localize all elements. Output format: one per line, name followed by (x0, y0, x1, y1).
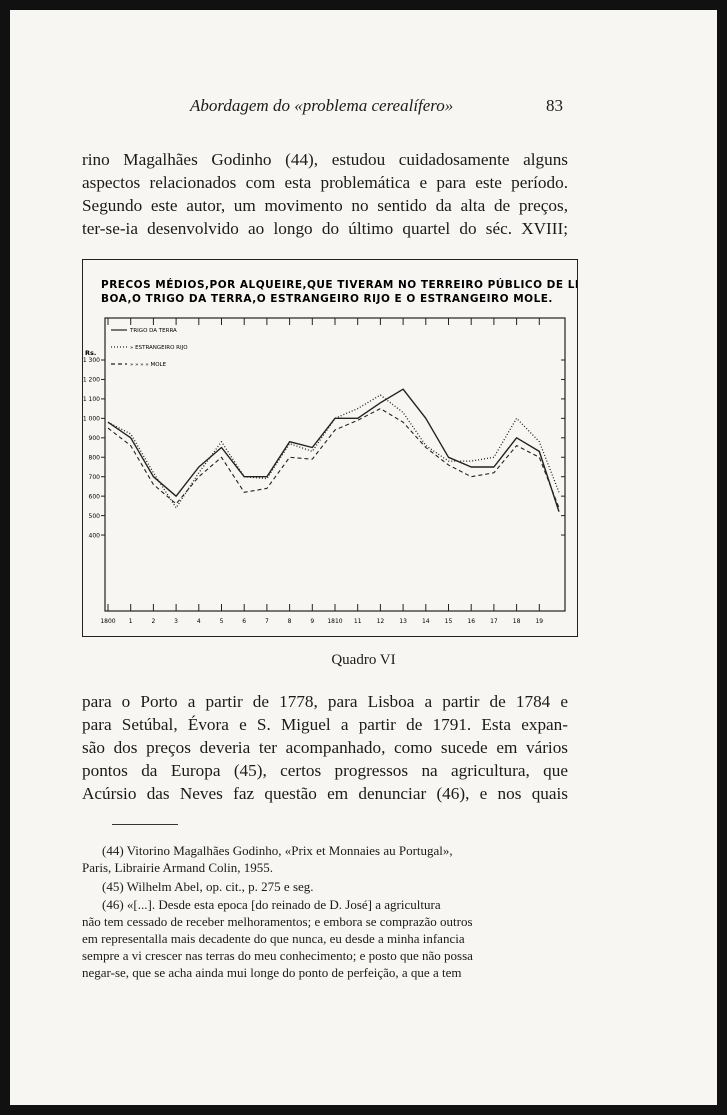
chart-title-line-1: PRECOS MÉDIOS,POR ALQUEIRE,QUE TIVERAM NO TERREIRO PÚBLICO DE LIS- (101, 279, 577, 291)
x-axis (100, 318, 543, 625)
x-tick-label: 15 (444, 618, 453, 625)
paragraph-top (82, 148, 568, 240)
footnote-45 (82, 878, 568, 895)
legend-label: TRIGO DA TERRA (130, 328, 177, 334)
footnote-44 (82, 842, 568, 876)
text-line: aspectos relacionados com esta problemática e para este período. (82, 173, 568, 192)
x-tick-label: 3 (174, 618, 179, 625)
figure-caption: Quadro VI (331, 652, 396, 668)
footnote-line: em representalla mais decadente do que nunca, eu desde a minha infancia (82, 931, 465, 946)
chart-legend (111, 328, 188, 368)
footnote-line: Paris, Librairie Armand Colin, 1955. (82, 860, 274, 875)
text-line: são dos preços deveria ter acompanhado, como sucede em vários (82, 738, 568, 757)
x-tick-label: 1 (128, 618, 133, 625)
paragraph-bottom (82, 690, 568, 805)
y-tick-label: 400 (88, 532, 100, 540)
footnote-46 (82, 896, 568, 981)
footnote-line: negar-se, que se acha ainda mui longe do ponto de perfeição, a que a tem (82, 965, 462, 980)
y-axis (83, 357, 565, 539)
y-tick-label: 1 100 (83, 396, 100, 404)
y-tick-label: 1 300 (83, 357, 100, 365)
x-tick-label: 6 (242, 618, 247, 625)
x-tick-label: 11 (353, 618, 362, 625)
y-tick-label: 600 (88, 493, 100, 501)
x-tick-label: 17 (490, 618, 498, 625)
x-tick-label: 19 (535, 618, 544, 625)
series-group (108, 389, 559, 512)
text-line: rino Magalhães Godinho (44), estudou cuidadosamente alguns (82, 150, 568, 169)
text-line: pontos da Europa (45), certos progressos na agricultura, que (82, 761, 568, 780)
running-header-title: Abordagem do «problema cerealífero» (190, 96, 454, 115)
series-line-trigo-da-terra (108, 389, 559, 512)
x-tick-label: 7 (264, 618, 269, 625)
text-line: para Setúbal, Évora e S. Miguel a partir de 1791. Esta expan- (82, 715, 568, 734)
x-tick-label: 1810 (327, 618, 343, 625)
footnote-separator (112, 824, 178, 825)
page-number: 83 (546, 96, 563, 115)
footnote-line: sempre a vi crescer nas terras do meu conhecimento; e posto que não possa (82, 948, 473, 963)
price-chart (82, 259, 578, 637)
series-line-estrangeiro-mole (108, 409, 559, 508)
x-tick-label: 13 (399, 618, 407, 625)
x-tick-label: 2 (151, 618, 156, 625)
x-tick-label: 4 (196, 618, 201, 625)
y-tick-label: 1 000 (83, 415, 100, 423)
footnote-line: (44) Vitorino Magalhães Godinho, «Prix et Monnaies au Portugal», (102, 843, 453, 858)
x-tick-label: 12 (376, 618, 385, 625)
text-line: ter-se-ia desenvolvido ao longo do último quartel do séc. XVIII; (82, 219, 568, 238)
x-tick-label: 5 (219, 618, 224, 625)
y-unit-label: Rs. (85, 349, 97, 357)
y-tick-label: 1 200 (83, 376, 100, 384)
y-tick-label: 800 (88, 454, 100, 462)
text-line: Acúrsio das Neves faz questão em denunciar (46), e nos quais (82, 784, 568, 803)
x-tick-label: 18 (512, 618, 521, 625)
footnote-line: (45) Wilhelm Abel, op. cit., p. 275 e seg. (102, 879, 314, 894)
legend-label: » ESTRANGEIRO RIJO (130, 345, 188, 351)
y-tick-label: 700 (88, 473, 100, 481)
y-tick-label: 500 (88, 512, 100, 520)
footnote-line: não tem cessado de receber melhoramentos; e embora se comprazão outros (82, 914, 473, 929)
chart-svg (83, 260, 577, 636)
y-tick-label: 900 (88, 435, 100, 442)
footnote-line: (46) «[...]. Desde esta epoca [do reinado de D. José] a agricultura (102, 897, 441, 912)
x-tick-label: 14 (421, 618, 430, 625)
series-line-estrangeiro-rijo (108, 395, 559, 508)
text-line: Segundo este autor, um movimento no sentido da alta de preços, (82, 196, 568, 215)
x-tick-label: 16 (467, 618, 476, 625)
x-tick-label: 1800 (100, 618, 116, 625)
legend-label: » » » » MOLE (130, 362, 167, 368)
x-tick-label: 8 (287, 618, 292, 625)
text-line: para o Porto a partir de 1778, para Lisboa a partir de 1784 e (82, 692, 568, 711)
chart-title-line-2: BOA,O TRIGO DA TERRA,O ESTRANGEIRO RIJO E O ESTRANGEIRO MOLE. (101, 293, 553, 305)
x-tick-label: 9 (310, 618, 315, 625)
